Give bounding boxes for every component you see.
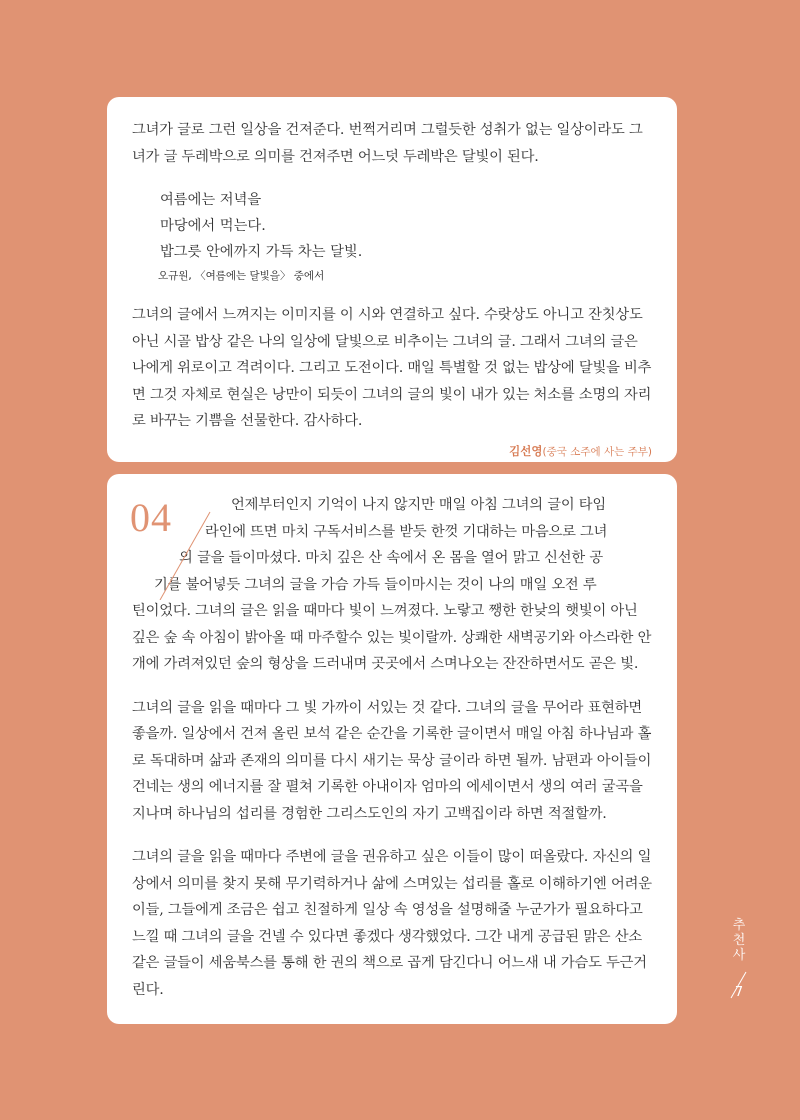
intro-rest: 틴이었다. 그녀의 글은 읽을 때마다 빛이 느껴졌다. 노랗고 쨍한 한낮의 햇빛이 아닌 깊은 숲 속 아침이 밝아올 때 마주할수 있는 빛이랄까. 상쾌한 새벽공기와 아스라한 안개에 가려져있던 숲의 형상을 드러내며 곳곳에서 스며나오는 잔잔하면서도 곧은 빛. xyxy=(132,603,652,672)
card2-intro xyxy=(132,492,652,678)
section-title-char: 천 xyxy=(732,933,746,948)
section-title-char: 사 xyxy=(732,948,746,963)
card1-paragraph-1: 그녀가 글로 그런 일상을 건져준다. 번쩍거리며 그럴듯한 성취가 없는 일상이라도 그녀가 글 두레박으로 의미를 건져주면 어느덧 두레박은 달빛이 된다. xyxy=(132,122,643,165)
author-signature xyxy=(132,443,652,459)
divider-slash xyxy=(728,970,750,1000)
poem-line-1: 여름에는 저녁을 xyxy=(160,192,262,208)
poem-line-2: 마당에서 먹는다. xyxy=(160,218,266,234)
card1-paragraph-2: 그녀의 글에서 느껴지는 이미지를 이 시와 연결하고 싶다. 수랏상도 아니고 잔칫상도 아닌 시골 밥상 같은 나의 일상에 달빛으로 비추이는 그녀의 글. 그래서 그녀의 글은 나에게 위로이고 격려이다. 그리고 도전이다. 매일 특별할 것 없는 밥상에 달빛을 비추면 그것 자체로 현실은 낭만이 되듯이 그녀의 글의 빛이 내가 있는 처소를 소명의 자리로 바꾸는 기쁨을 선물한다. 감사하다. xyxy=(132,307,652,429)
poem-quote xyxy=(160,187,652,285)
recommendation-card-2 xyxy=(107,474,677,1024)
recommendation-card-1 xyxy=(107,97,677,462)
intro-line-3: 의 글을 들이마셨다. 마치 깊은 산 속에서 온 몸을 열어 맑고 신선한 공 xyxy=(179,550,603,566)
card2-paragraph-2: 그녀의 글을 읽을 때마다 그 빛 가까이 서있는 것 같다. 그녀의 글을 무어라 표현하면 좋을까. 일상에서 건져 올린 보석 같은 순간을 기록한 글이면서 매일 아침 하나님과 홀로 독대하며 삶과 존재의 의미를 다시 새기는 묵상 글이라 하면 될까. 남편과 아이들이 건네는 생의 에너지를 잘 펼쳐 기록한 아내이자 엄마의 에세이면서 생의 여러 굴곡을 지나며 하나님의 섭리를 경험한 그리스도인의 자기 고백집이라 하면 적절할까. xyxy=(132,699,652,822)
section-title-char: 추 xyxy=(732,918,746,933)
intro-line-2: 라인에 뜨면 마치 구독서비스를 받듯 한껏 기대하는 마음으로 그녀 xyxy=(205,523,608,540)
section-title-vertical xyxy=(724,918,754,963)
side-section-label xyxy=(724,918,754,1000)
intro-line-4: 기를 불어넣듯 그녀의 글을 가슴 가득 들이마시는 것이 나의 매일 오전 루 xyxy=(154,576,597,593)
card2-paragraph-3: 그녀의 글을 읽을 때마다 주변에 글을 권유하고 싶은 이들이 많이 떠올랐다. 자신의 일상에서 의미를 찾지 못해 무기력하거나 삶에 스며있는 섭리를 홀로 이해하기엔 어려운 이들, 그들에게 조금은 쉽고 친절하게 일상 속 영성을 설명해줄 누군가가 필요하다고 느낄 때 그녀의 글을 건넬 수 있다면 좋겠다 생각했었다. 그간 내게 공급된 맑은 산소같은 글들이 세움북스를 통해 한 권의 책으로 곱게 담긴다니 어느새 내 가슴도 두근거린다. xyxy=(132,849,652,998)
diagonal-slash-decoration xyxy=(130,490,225,600)
section-number: 04 xyxy=(130,495,172,540)
page-number: 7 xyxy=(734,985,744,1000)
poem-line-3: 밥그릇 안에까지 가득 차는 달빛. xyxy=(160,244,363,260)
author-name: 김선영 xyxy=(509,443,543,458)
author-role: (중국 소주에 사는 주부) xyxy=(542,445,652,458)
poem-citation: 오규원, 〈여름에는 달빛을〉 중에서 xyxy=(158,270,325,282)
intro-line-1: 언제부터인지 기억이 나지 않지만 매일 아침 그녀의 글이 타임 xyxy=(231,497,607,513)
